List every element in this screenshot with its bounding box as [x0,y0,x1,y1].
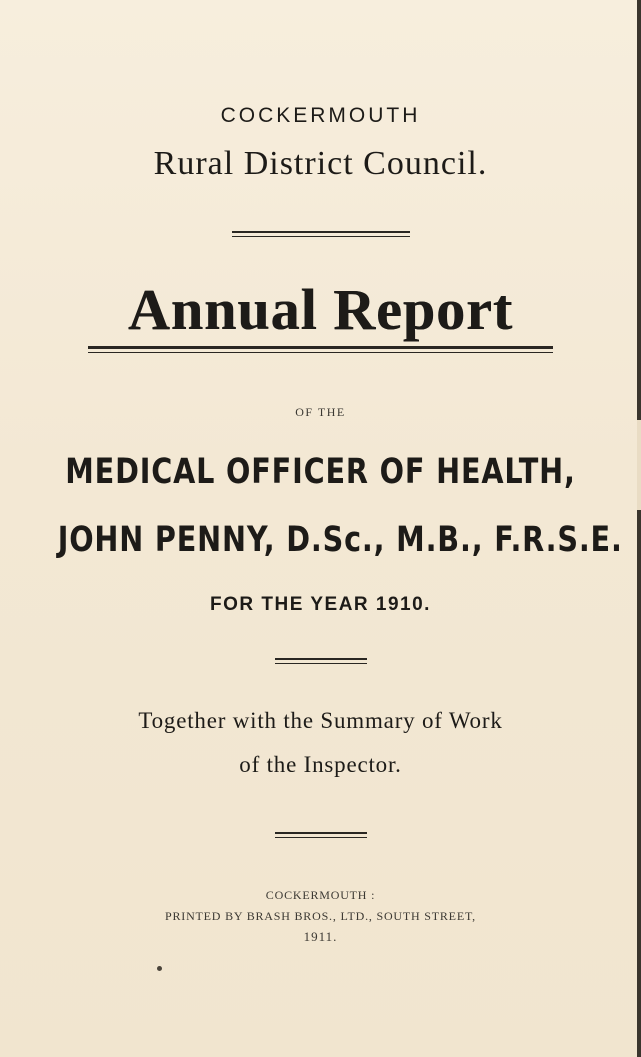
imprint-printer: PRINTED BY BRASH BROS., LTD., SOUTH STREET, [165,909,476,923]
officer-title: MEDICAL OFFICER OF HEALTH, [65,452,576,492]
subtitle-line-1: Together with the Summary of Work [138,708,503,733]
place-heading: COCKERMOUTH [220,104,421,127]
ink-spot [157,966,162,971]
council-name: Rural District Council. [153,145,488,182]
of-the-text: OF THE [295,405,346,419]
divider-rule [0,658,641,664]
divider-rule [0,231,641,237]
divider-rule [0,832,641,838]
page-edge-gap [637,420,641,510]
title-underline-rule [0,346,641,353]
officer-name: JOHN PENNY, D.Sc., M.B., F.R.S.E. [57,520,623,560]
imprint-year: 1911. [303,929,338,944]
subtitle-line-2: of the Inspector. [239,752,402,777]
report-year: FOR THE YEAR 1910. [210,594,431,615]
imprint-place: COCKERMOUTH : [265,888,376,902]
report-title: Annual Report [127,277,514,342]
